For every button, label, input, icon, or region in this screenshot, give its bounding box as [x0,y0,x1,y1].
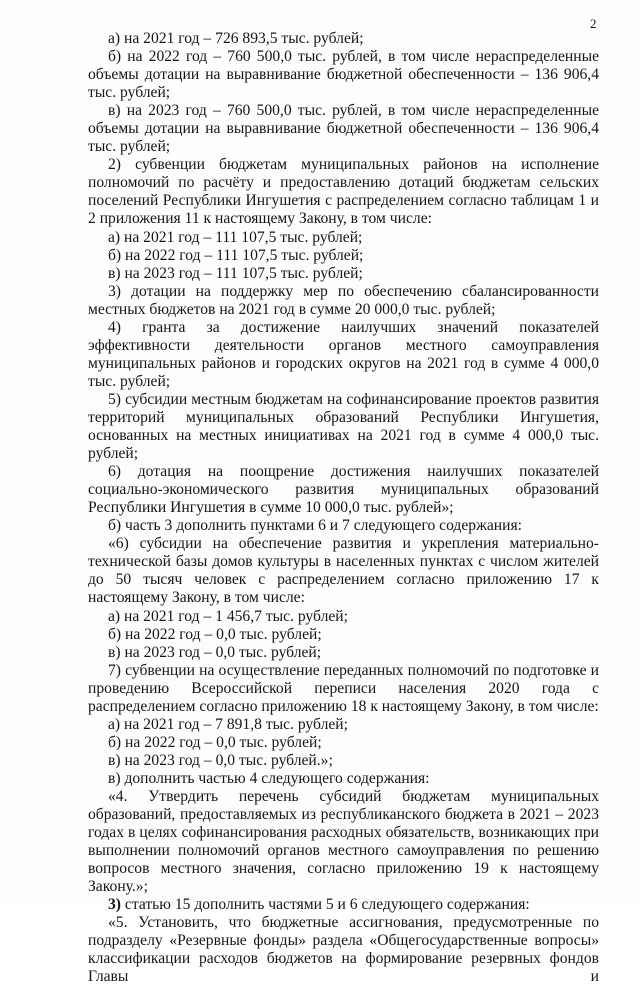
paragraph-new-item-7-2021: а) на 2021 год – 7 891,8 тыс. рублей; [108,715,348,733]
paragraph-new-item-6-2023: в) на 2023 год – 0,0 тыс. рублей; [108,643,322,661]
paragraph-2022-amount: б) на 2022 год – 760 500,0 тыс. рублей, в том числе нераспределенные объемы дотации на выравнивание бюджетной обеспеченности – 136 906,4 тыс. рублей; [88,48,599,102]
paragraph-item-2-2022: б) на 2022 год – 111 107,5 тыс. рублей; [108,246,364,264]
paragraph-item-6-subsidy: 6) дотация на поощрение достижения наилучших показателей социально-экономического развития муниципальных образований Республики Ингушетия в сумме 10 000,0 тыс. рублей»; [88,463,599,517]
paragraph-new-item-7: 7) субвенции на осуществление переданных полномочий по подготовке и проведению Всероссийской переписи населения 2020 года с распределением согласно приложению 18 к настоящему Закону, в том числе: [88,661,599,715]
paragraph-2021-amount: а) на 2021 год – 726 893,5 тыс. рублей; [108,30,364,47]
paragraph-item-2-subventions: 2) субвенции бюджетам муниципальных районов на исполнение полномочий по расчёту и предоставлению дотаций бюджетам сельских поселений Республики Ингушетия с распределением согласно таблицам 1 и 2 приложения 11 к настоящему Закону, в том числе: [88,156,599,228]
paragraph-new-part-5: «5. Установить, что бюджетные ассигнования, предусмотренные по подразделу «Резервные фонды» раздела «Общегосударственные вопросы» классификации расходов бюджетов на формирование резервных фондов Главы и [88,914,599,986]
paragraph-new-item-6: «6) субсидии на обеспечение развития и укрепления материально-технической базы домов культуры в населенных пунктах с числом жителей до 50 тысяч человек с распределением согласно приложению 17 к настоящему Закону, в том числе: [88,535,599,607]
page-number: 2 [590,16,597,31]
item-3-number: 3) [108,896,121,914]
paragraph-2023-amount: в) на 2023 год – 760 500,0 тыс. рублей, в том числе нераспределенные объемы дотации на выравнивание бюджетной обеспеченности – 136 906,4 тыс. рублей; [88,102,599,156]
article-15-text: статью 15 дополнить частями 5 и 6 следующего содержания: [124,896,530,914]
paragraph-new-item-7-2022: б) на 2022 год – 0,0 тыс. рублей; [108,733,322,751]
paragraph-new-part-4: «4. Утвердить перечень субсидий бюджетам муниципальных образований, предоставляемых из республиканского бюджета в 2021 – 2023 годах в целях софинансирования расходных обязательств, возникающих при выполнении полномочий органов местного самоуправления по решению вопросов местного значения, согласно приложению 19 к настоящему Закону.»; [88,787,599,896]
paragraph-item-2-2021: а) на 2021 год – 111 107,5 тыс. рублей; [108,228,363,246]
paragraph-item-3-balance: 3) дотации на поддержку мер по обеспечению сбалансированности местных бюджетов на 2021 год в сумме 20 000,0 тыс. рублей; [88,282,599,318]
paragraph-item-3-article-15 [88,896,599,914]
paragraph-item-4-grant: 4) гранта за достижение наилучших значений показателей эффективности деятельности органов местного самоуправления муниципальных районов и городских округов на 2021 год в сумме 4 000,0 тыс. рублей; [88,318,599,390]
paragraph-new-item-6-2021: а) на 2021 год – 1 456,7 тыс. рублей; [108,607,348,625]
paragraph-new-item-6-2022: б) на 2022 год – 0,0 тыс. рублей; [108,625,322,643]
document-body [88,30,599,986]
paragraph-part-3-amend: б) часть 3 дополнить пунктами 6 и 7 следующего содержания: [108,517,522,535]
paragraph-item-5-subsidies: 5) субсидии местным бюджетам на софинансирование проектов развития территорий муниципальных образований Республики Ингушетия, основанных на местных инициативах на 2021 год в сумме 4 000,0 тыс. рублей; [88,390,599,463]
paragraph-new-item-7-2023: в) на 2023 год – 0,0 тыс. рублей.»; [108,751,333,769]
paragraph-part-4-amend: в) дополнить частью 4 следующего содержания: [108,769,430,787]
paragraph-item-2-2023: в) на 2023 год – 111 107,5 тыс. рублей; [108,264,363,282]
